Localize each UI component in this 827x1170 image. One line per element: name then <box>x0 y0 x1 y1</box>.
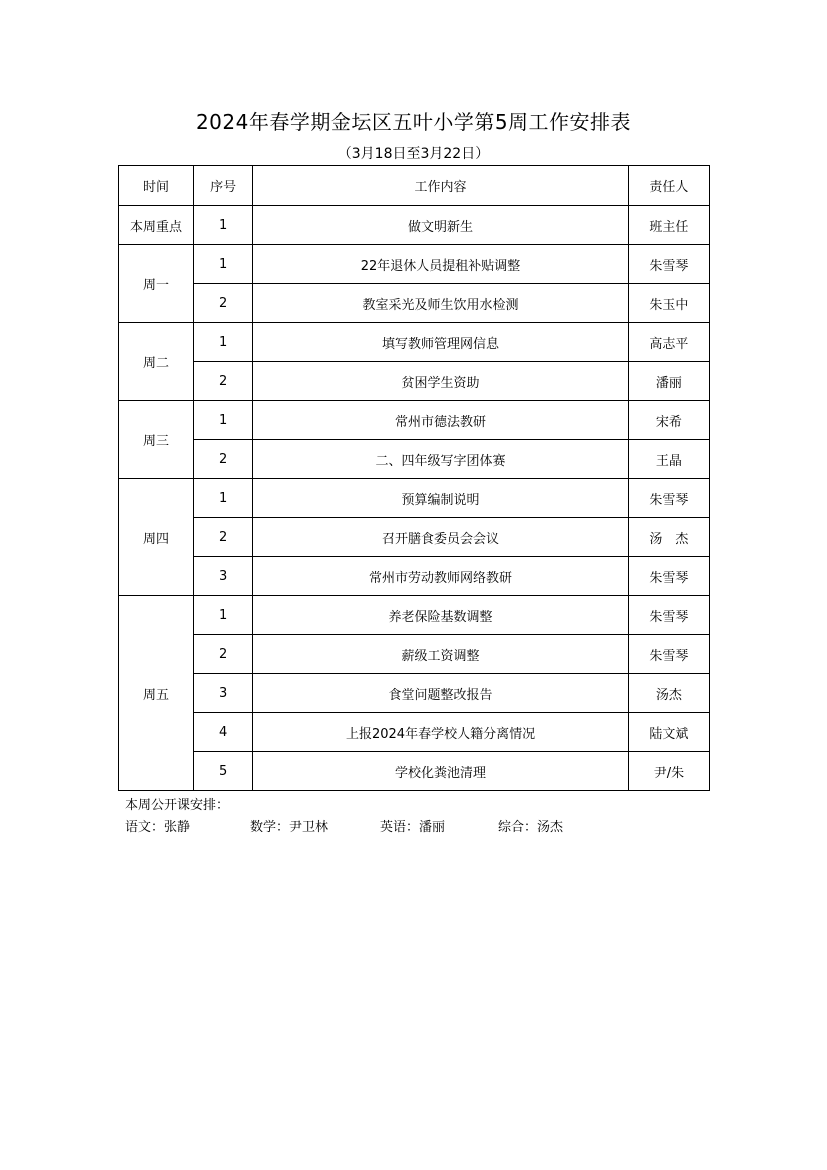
cell-seq: 2 <box>194 284 253 323</box>
cell-seq: 5 <box>194 752 253 791</box>
table-row <box>119 245 710 284</box>
cell-seq: 1 <box>194 323 253 362</box>
cell-owner: 宋希 <box>628 401 709 440</box>
cell-time: 周二 <box>119 323 194 401</box>
cell-owner: 陆文斌 <box>628 713 709 752</box>
cell-seq: 2 <box>194 518 253 557</box>
table-header-row <box>119 166 710 206</box>
cell-time: 周五 <box>119 596 194 791</box>
open-class-general: 综合：汤杰 <box>498 820 564 835</box>
cell-seq: 2 <box>194 635 253 674</box>
cell-seq: 2 <box>194 362 253 401</box>
table-row <box>119 401 710 440</box>
table-row <box>119 284 710 323</box>
cell-owner: 朱雪琴 <box>628 557 709 596</box>
table-row <box>119 674 710 713</box>
cell-content: 预算编制说明 <box>253 479 629 518</box>
cell-owner: 王晶 <box>628 440 709 479</box>
cell-owner: 潘丽 <box>628 362 709 401</box>
cell-content: 食堂问题整改报告 <box>253 674 629 713</box>
header-content: 工作内容 <box>253 166 629 206</box>
cell-time: 周四 <box>119 479 194 596</box>
table-body <box>119 206 710 791</box>
header-time: 时间 <box>119 166 194 206</box>
header-seq: 序号 <box>194 166 253 206</box>
cell-owner: 朱雪琴 <box>628 635 709 674</box>
table-row <box>119 206 710 245</box>
cell-owner: 汤杰 <box>628 674 709 713</box>
cell-content: 常州市德法教研 <box>253 401 629 440</box>
cell-time: 周三 <box>119 401 194 479</box>
cell-content: 做文明新生 <box>253 206 629 245</box>
cell-time: 本周重点 <box>119 206 194 245</box>
table-row <box>119 440 710 479</box>
cell-content: 教室采光及师生饮用水检测 <box>253 284 629 323</box>
cell-content: 上报2024年春学校人籍分离情况 <box>253 713 629 752</box>
cell-seq: 2 <box>194 440 253 479</box>
cell-owner: 高志平 <box>628 323 709 362</box>
table-row <box>119 752 710 791</box>
cell-content: 填写教师管理网信息 <box>253 323 629 362</box>
cell-content: 薪级工资调整 <box>253 635 629 674</box>
table-row <box>119 596 710 635</box>
cell-owner: 朱玉中 <box>628 284 709 323</box>
cell-seq: 1 <box>194 401 253 440</box>
table-row <box>119 323 710 362</box>
open-class-label: 本周公开课安排： <box>125 798 230 813</box>
table-row <box>119 635 710 674</box>
cell-seq: 3 <box>194 557 253 596</box>
document-title: 2024年春学期金坛区五叶小学第5周工作安排表 <box>195 110 632 134</box>
cell-content: 常州市劳动教师网络教研 <box>253 557 629 596</box>
open-class-chinese: 语文：张静 <box>125 820 191 835</box>
table-row <box>119 557 710 596</box>
table-row <box>119 713 710 752</box>
cell-content: 学校化粪池清理 <box>253 752 629 791</box>
cell-seq: 3 <box>194 674 253 713</box>
cell-owner: 汤 杰 <box>628 518 709 557</box>
cell-seq: 1 <box>194 596 253 635</box>
cell-seq: 1 <box>194 245 253 284</box>
cell-content: 二、四年级写字团体赛 <box>253 440 629 479</box>
cell-content: 贫困学生资助 <box>253 362 629 401</box>
cell-owner: 朱雪琴 <box>628 596 709 635</box>
open-class-math: 数学：尹卫林 <box>250 820 329 835</box>
cell-content: 召开膳食委员会会议 <box>253 518 629 557</box>
cell-seq: 4 <box>194 713 253 752</box>
cell-content: 养老保险基数调整 <box>253 596 629 635</box>
open-class-english: 英语：潘丽 <box>380 820 446 835</box>
cell-time: 周一 <box>119 245 194 323</box>
cell-seq: 1 <box>194 206 253 245</box>
cell-content: 22年退休人员提租补贴调整 <box>253 245 629 284</box>
date-range-subtitle: （3月18日至3月22日） <box>337 146 490 162</box>
table-row <box>119 479 710 518</box>
header-owner: 责任人 <box>628 166 709 206</box>
table-row <box>119 518 710 557</box>
cell-owner: 班主任 <box>628 206 709 245</box>
work-schedule-table <box>118 165 710 791</box>
cell-owner: 朱雪琴 <box>628 479 709 518</box>
table-row <box>119 362 710 401</box>
cell-seq: 1 <box>194 479 253 518</box>
cell-owner: 尹/朱 <box>628 752 709 791</box>
cell-owner: 朱雪琴 <box>628 245 709 284</box>
